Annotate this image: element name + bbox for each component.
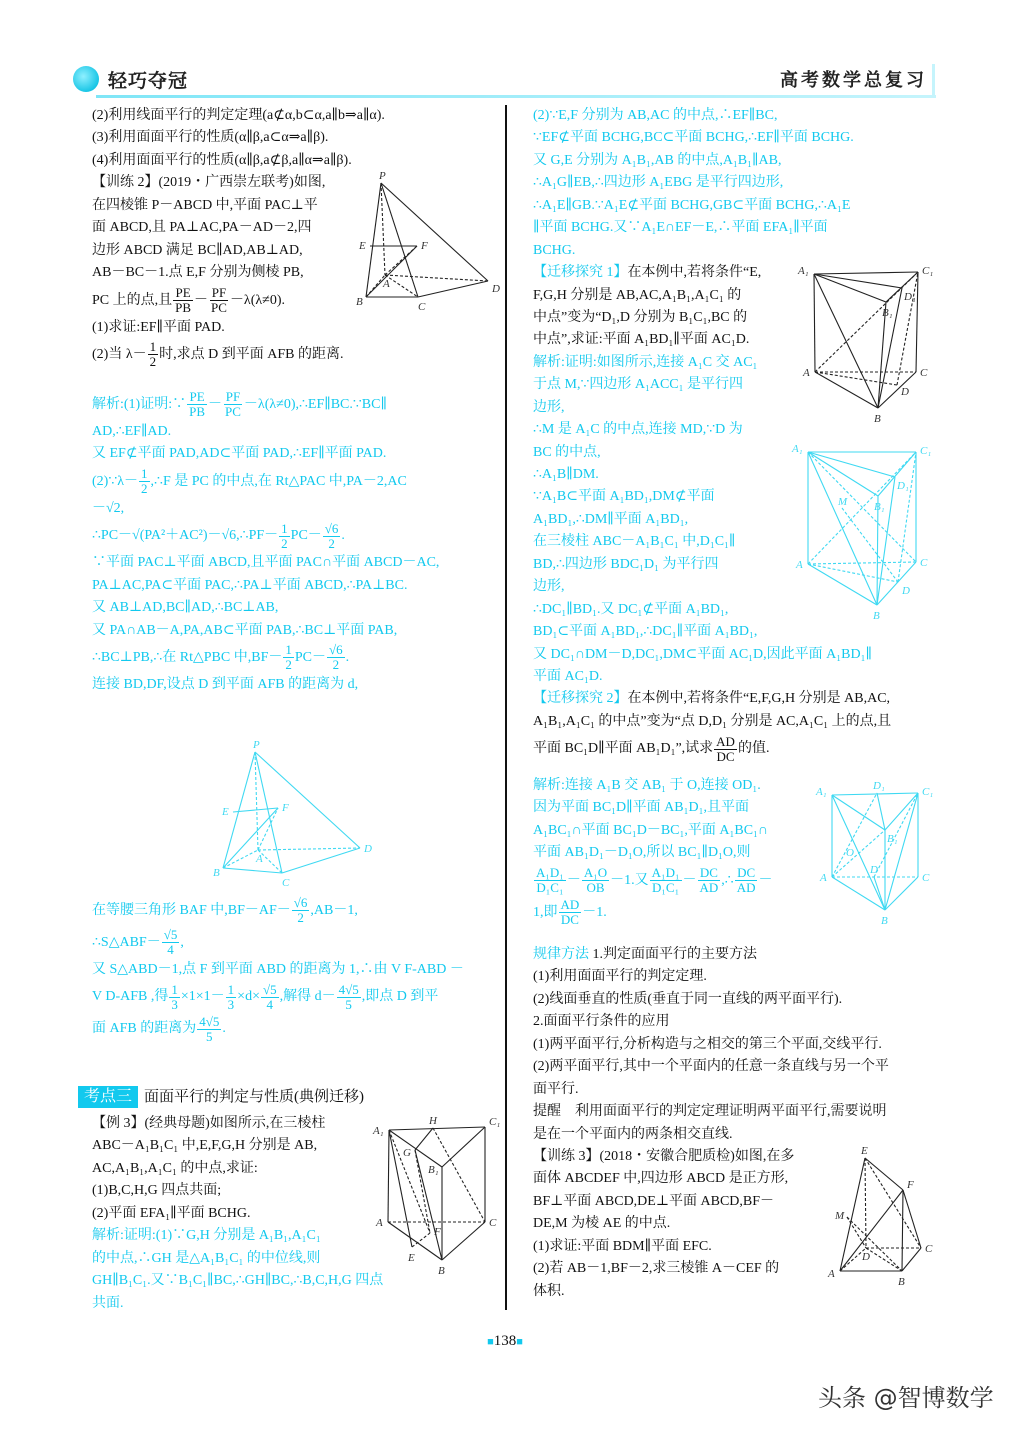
text-run: . — [222, 1021, 226, 1037]
hidden-edge — [381, 183, 385, 275]
text-run: －λ(λ≠0),∴EF∥BC.∵BC∥ — [243, 397, 387, 412]
figure-fig5 — [791, 443, 931, 622]
edge — [877, 793, 885, 830]
point-label: D₁ — [904, 291, 916, 303]
numerator: 1 — [227, 981, 235, 997]
denominator: AD — [699, 880, 719, 896]
text-run: A₁BD₁,∴DM∥平面 A₁BD₁, — [533, 511, 689, 527]
point-label: P — [253, 739, 260, 751]
edge — [388, 1130, 389, 1222]
point-label: A — [376, 1217, 383, 1229]
edge — [814, 274, 815, 372]
text-run: 时,求点 D 到平面 AFB 的距离. — [159, 346, 344, 362]
text-run: 在本例中,若将条件“E,F,G,H 分别是 AB,AC, — [627, 691, 891, 707]
hidden-edge — [808, 562, 916, 564]
denominator: PB — [189, 404, 206, 420]
edge — [442, 1222, 485, 1260]
text-run: V D-AFB ,得 — [92, 989, 169, 1005]
numerator: DC — [699, 865, 718, 881]
edge — [418, 281, 488, 297]
edge — [832, 793, 918, 795]
text-run: BF⊥平面 ABCD,DE⊥平面 ABCD,BF－ — [533, 1193, 775, 1209]
numerator: 4√5 — [199, 1013, 220, 1029]
text-run: 是在一个平面内的两条相交直线. — [533, 1126, 733, 1142]
denominator: 2 — [328, 535, 335, 551]
edge — [808, 564, 877, 605]
numerator: 1 — [285, 642, 292, 658]
hidden-edge — [808, 564, 898, 582]
text-run: ×1×1－ — [180, 989, 225, 1005]
numerator: PE — [189, 389, 205, 405]
text-run: (2)∵E,F 分别为 AB,AC 的中点,∴EF∥BC, — [533, 108, 778, 123]
text-run: (2)平面 EFA₁∥平面 BCHG. — [92, 1205, 251, 1221]
denominator: PB — [175, 299, 192, 315]
edge — [874, 877, 885, 910]
text-run: ∵平面 PAC⊥平面 ABCD,且平面 PAC∩平面 ABCD－AC, — [92, 555, 440, 571]
text-run: (1)求证:平面 BDM∥平面 EFC. — [533, 1238, 712, 1254]
point-label: B₁ — [874, 501, 885, 513]
denominator: 5 — [345, 996, 352, 1012]
figure-fig7 — [827, 1145, 933, 1288]
hidden-edge — [815, 272, 918, 372]
text-run: 面平行. — [533, 1081, 579, 1097]
numerator: √5 — [163, 927, 178, 943]
text-run: , — [180, 935, 184, 950]
text-run: ×d× — [237, 989, 260, 1005]
point-label: B₁ — [882, 307, 893, 319]
page-number — [0, 1333, 1010, 1350]
text-run: ∴A₁B∥DM. — [533, 467, 599, 482]
text-run: 面面平行的判定与性质(典例迁移) — [144, 1089, 365, 1105]
text-run: 【训练 2】(2019・广西崇左联考)如图, — [92, 175, 326, 191]
point-label: A — [803, 367, 810, 379]
text-run: ∵A₁B⊂平面 A₁BD₁,DM⊄平面 — [533, 489, 715, 505]
text-run: 又 PA∩AB－A,PA,AB⊂平面 PAB,∴BC⊥平面 PAB, — [92, 622, 398, 638]
denominator: AD — [736, 880, 756, 896]
point-label: B₁ — [428, 1164, 439, 1176]
point-label: C — [418, 301, 426, 313]
denominator: 4 — [167, 942, 174, 958]
text-run: ,解得 d－ — [279, 989, 336, 1005]
numerator: A₁D₁ — [651, 865, 680, 881]
point-label: A₁ — [792, 443, 803, 455]
edge — [877, 562, 916, 605]
brand-name: 轻巧夺冠 — [108, 70, 189, 92]
text-run: 共面. — [92, 1295, 124, 1311]
point-label: E — [359, 240, 366, 252]
edge — [878, 288, 902, 408]
text-run: 面体 ABCDEF 中,四边形 ABCD 是正方形, — [533, 1171, 789, 1187]
denominator: D₁C₁ — [536, 880, 564, 896]
text-run: 【例 3】(经典母题)如图所示,在三棱柱 — [92, 1116, 326, 1131]
numerator: 4√5 — [338, 981, 359, 997]
point-label: A — [828, 1268, 835, 1280]
edge — [902, 1190, 903, 1271]
text-run: PC 上的点,且 — [92, 292, 173, 308]
text-run: 平面 AB₁D₁－D₁O,所以 BC₁∥D₁O,则 — [533, 845, 751, 861]
text-run: 的值. — [737, 741, 770, 757]
edge — [366, 183, 381, 297]
point-label: C₁ — [920, 445, 932, 457]
point-label: C — [282, 877, 290, 889]
denominator: 3 — [171, 996, 178, 1012]
hidden-edge — [385, 275, 488, 281]
text-run: 1.判定面面平行的主要方法 — [589, 947, 757, 962]
text-run: 的中点,∴GH 是△A₁B₁C₁ 的中位线,则 — [92, 1250, 321, 1266]
text-run: A₁B₁,A₁C₁ 的中点”变为“点 D,D₁ 分别是 AC,A₁C₁ 上的点,且 — [533, 713, 892, 729]
text-run: ∴A₁E∥GB.∵A₁E⊄平面 BCHG,GB⊂平面 BCHG,∴A₁E — [533, 197, 851, 213]
numerator: √6 — [324, 520, 339, 536]
point-label: A — [256, 853, 263, 865]
text-run: (1)B,C,H,G 四点共面; — [92, 1183, 222, 1199]
text-run: 提醒 利用面面平行的判定定理证明两平面平行,需要说明 — [533, 1104, 887, 1120]
point-label: M — [838, 496, 848, 508]
book-title: 高考数学总复习 — [780, 70, 927, 91]
text-run: (2)若 AB－1,BF－2,求三棱锥 A－CEF 的 — [533, 1261, 780, 1277]
edge — [415, 1128, 433, 1150]
text-run: － — [682, 872, 697, 888]
hidden-edge — [385, 275, 418, 297]
numerator: A₁O — [583, 865, 608, 881]
text-run: BC 的中点, — [533, 444, 601, 460]
text-run: 1,即 — [533, 904, 558, 920]
figure-fig6 — [815, 780, 933, 927]
point-label: D — [870, 864, 878, 876]
text-run: 解析:证明:(1)∵G,H 分别是 A₁B₁,A₁C₁ — [92, 1228, 321, 1244]
denominator: OB — [586, 880, 605, 896]
text-run: 在等腰三角形 BAF 中,BF－AF－ — [92, 903, 291, 918]
edge — [389, 1127, 485, 1130]
text-run: (2)当 λ－ — [92, 346, 147, 362]
numerator: PF — [211, 284, 227, 300]
text-run: (1)两平面平行,分析构造与之相交的第三个平面,交线平行. — [533, 1036, 882, 1052]
text-run: 平面 BC₁D∥平面 AB₁D₁”,试求 — [533, 741, 714, 757]
edge — [814, 274, 878, 408]
point-label: O — [846, 847, 854, 859]
watermark: 头条 @智博数学 — [818, 1384, 994, 1412]
point-label: A — [796, 559, 803, 571]
text-run: 又 AB⊥AD,BC∥AD,∴BC⊥AB, — [92, 600, 279, 616]
point-label: D — [492, 283, 500, 295]
point-label: F — [282, 802, 289, 814]
text-run: PC－ — [294, 650, 326, 666]
point-label: A₁ — [816, 786, 827, 798]
point-label: B₁ — [887, 833, 898, 845]
text-run: 边形, — [533, 579, 565, 595]
square-icon: ■ — [487, 1336, 494, 1348]
text-run: BCHG. — [533, 242, 576, 258]
numerator: A₁D₁ — [536, 865, 564, 881]
point-label: C₁ — [489, 1116, 501, 1128]
text-run: ,∴ — [721, 872, 734, 888]
numerator: 1 — [171, 981, 178, 997]
text-run: ∴BC⊥PB,∴在 Rt△PBC 中,BF－ — [92, 650, 283, 666]
edge — [916, 272, 918, 372]
text-run: . — [341, 528, 345, 544]
text-run: 因为平面 BC₁D∥平面 AB₁D₁,且平面 — [533, 800, 749, 816]
text-run: (4)利用面面平行的性质(α∥β,a⊄β,a∥α⇒a∥β). — [92, 152, 352, 168]
point-label: F — [421, 240, 428, 252]
denominator: PC — [211, 299, 227, 315]
text-run: 体积. — [533, 1283, 565, 1299]
point-label: A₁ — [373, 1125, 384, 1137]
point-label: C₁ — [922, 265, 934, 277]
text-run: 在四棱锥 P－ABCD 中,平面 PAC⊥平 — [92, 197, 318, 213]
text-run: 又 EF⊄平面 PAD,AD⊂平面 PAD,∴EF∥平面 PAD. — [92, 446, 387, 462]
figure-fig2 — [213, 739, 372, 889]
text-run: 平面 AC₁D. — [533, 668, 603, 684]
text-run: ∵EF⊄平面 BCHG,BC⊂平面 BCHG,∴EF∥平面 BCHG. — [533, 130, 854, 146]
highlight-label: 【迁移探究 2】 — [533, 691, 628, 707]
point-label: C — [925, 1243, 933, 1255]
edge — [814, 274, 902, 288]
denominator: DC — [560, 912, 579, 928]
text-run: －λ(λ≠0). — [229, 292, 286, 308]
point-label: C₁ — [922, 786, 934, 798]
denominator: 2 — [332, 657, 340, 673]
point-label: F — [434, 1226, 441, 1238]
numerator: DC — [737, 865, 756, 881]
edge — [223, 868, 282, 873]
text-run: BD₁⊂平面 A₁BD₁,∴DC₁∥平面 A₁BD₁, — [533, 624, 758, 640]
denominator: 4 — [266, 996, 274, 1012]
point-label: C — [922, 872, 930, 884]
numerator: AD — [560, 897, 580, 913]
text-run: 边形, — [533, 399, 565, 415]
text-run: (2)线面垂直的性质(垂直于同一直线的两平面平行). — [533, 991, 843, 1007]
text-run: 解析:连接 A₁B 交 AB₁ 于 O,连接 OD₁. — [533, 778, 761, 793]
numerator: √5 — [262, 981, 277, 997]
point-label: E — [408, 1252, 415, 1264]
edge — [255, 752, 360, 848]
text-run: DE,M 为棱 AE 的中点. — [533, 1216, 671, 1232]
denominator: 5 — [206, 1028, 213, 1044]
text-run: 又 G,E 分别为 A₁B₁,AB 的中点,A₁B₁∥AB, — [533, 152, 782, 168]
text-run: －1. — [582, 904, 607, 920]
hidden-edge — [808, 452, 916, 564]
text-run: GH∥B₁C₁.又∵B₁C₁∥BC,∴GH∥BC,∴B,C,H,G 四点 — [92, 1273, 384, 1289]
numerator: √6 — [293, 895, 308, 911]
text-run: ∥平面 BCHG.又∵A₁E∩EF－E,∴平面 EFA₁∥平面 — [533, 220, 828, 236]
text-run: 【训练 3】(2018・安徽合肥质检)如图,在多 — [533, 1148, 795, 1164]
denominator: 2 — [149, 354, 157, 370]
text-run: 解析:(1)证明:∵ — [92, 397, 187, 412]
highlight-label: 【迁移探究 1】 — [533, 265, 628, 281]
point-label: D₁ — [873, 780, 885, 792]
text-run: 连接 BD,DF,设点 D 到平面 AFB 的距离为 d, — [92, 677, 359, 693]
text-run: 面 ABCD,且 PA⊥AC,PA－AD－2,四 — [92, 220, 312, 236]
denominator: 2 — [285, 657, 292, 673]
text-run: 中点”,求证:平面 A₁BD₁∥平面 AC₁D. — [533, 332, 750, 348]
text-run: － — [566, 872, 581, 888]
point-label: B — [438, 1265, 445, 1277]
text-run: (2)利用线面平行的判定定理(a⊄α,b⊂α,a∥b⇒a∥α). — [92, 108, 385, 123]
edge — [808, 452, 895, 477]
edge — [877, 477, 895, 605]
text-run: (2)∵λ－ — [92, 473, 139, 489]
text-run: ,AB－1, — [310, 903, 358, 918]
figure-fig3 — [372, 1115, 500, 1277]
point-label: D₁ — [897, 480, 909, 492]
text-run: F,G,H 分别是 AB,AC,A₁B₁,A₁C₁ 的 — [533, 287, 742, 303]
point-label: M — [835, 1210, 845, 1222]
text-run: ,∴F 是 PC 的中点,在 Rt△PAC 中,PA－2,AC — [150, 473, 407, 489]
point-label: D — [902, 585, 910, 597]
text-run: (1)利用面面平行的判定定理. — [533, 969, 707, 985]
text-run: －1.又 — [610, 872, 649, 888]
point-label: B — [213, 867, 220, 879]
point-label: D — [862, 1251, 870, 1263]
edge — [282, 848, 360, 873]
numerator: PF — [225, 389, 241, 405]
text-run: ∴A₁G∥EB,∴四边形 A₁EBG 是平行四边形, — [533, 175, 784, 191]
numerator: 1 — [149, 339, 157, 355]
denominator: D₁C₁ — [652, 880, 680, 896]
text-run: ∴S△ABF－ — [92, 935, 161, 950]
text-run: － — [194, 292, 209, 308]
text-run: 又 S△ABD－1,点 F 到平面 ABD 的距离为 1,∴由 V F-ABD － — [92, 962, 464, 977]
numerator: AD — [716, 733, 735, 749]
text-run: －√2, — [92, 500, 125, 516]
highlight-label: 规律方法 — [533, 947, 589, 962]
text-run: － — [758, 872, 773, 888]
figure-fig1 — [356, 170, 500, 313]
edge — [814, 272, 918, 274]
text-run: － — [208, 397, 223, 412]
denominator: 3 — [227, 996, 235, 1012]
point-label: B — [873, 610, 880, 622]
point-label: B — [898, 1276, 905, 1288]
text-run: 于点 M,∵四边形 A₁ACC₁ 是平行四 — [533, 377, 744, 393]
hidden-edge — [433, 1128, 485, 1222]
edge — [808, 452, 877, 605]
edge — [903, 1190, 921, 1248]
text-run: PA⊥AC,PA⊂平面 PAC,∴PA⊥平面 ABCD,∴PA⊥BC. — [92, 577, 408, 593]
point-label: D — [364, 843, 372, 855]
edge — [902, 1248, 921, 1271]
figure-fig4 — [797, 265, 933, 425]
point-label: D — [901, 386, 909, 398]
numerator: 1 — [281, 520, 288, 536]
text-run: ,即点 D 到平 — [361, 989, 439, 1005]
text-run: (2)两平面平行,其中一个平面内的任意一条直线与另一个平 — [533, 1059, 889, 1075]
text-run: ∴DC₁∥BD₁.又 DC₁⊄平面 A₁BD₁, — [533, 601, 729, 617]
point-label: A₁ — [798, 265, 809, 277]
point-label: E — [222, 806, 229, 818]
text-run: ∴PC－√(PA²＋AC²)－√6,∴PF－ — [92, 528, 279, 544]
point-label: F — [907, 1179, 914, 1191]
text-run: AD,∴EF∥AD. — [92, 424, 172, 439]
point-label: C — [489, 1217, 497, 1229]
square-icon: ■ — [516, 1336, 523, 1348]
text-run: 在三棱柱 ABC－A₁B₁C₁ 中,D₁C₁∥ — [533, 534, 736, 550]
text-run: AC,A₁B₁,A₁C₁ 的中点,求证: — [92, 1160, 258, 1176]
text-run: . — [345, 650, 350, 666]
text-run: 又 DC₁∩DM－D,DC₁,DM⊂平面 AC₁D,因此平面 A₁BD₁∥ — [533, 646, 872, 662]
point-label: A — [383, 278, 390, 290]
text-run: BD,∴四边形 BDC₁D₁ 为平行四 — [533, 556, 719, 572]
hidden-edge — [847, 1217, 902, 1271]
text-run: AB－BC－1.点 E,F 分别为侧棱 PB, — [92, 265, 304, 281]
edge — [865, 1158, 903, 1190]
text-run: (1)求证:EF∥平面 PAD. — [92, 319, 225, 335]
hidden-edge — [415, 1150, 430, 1233]
point-label: H — [429, 1115, 437, 1127]
text-run: 边形 ABCD 满足 BC∥AD,AB⊥AD, — [92, 242, 303, 258]
text-run: (3)利用面面平行的性质(α∥β,a⊂α⇒a∥β). — [92, 130, 329, 146]
point-label: A — [820, 872, 827, 884]
hidden-edge — [865, 1158, 921, 1248]
text-run: 解析:证明:如图所示,连接 A₁C 交 AC₁ — [533, 354, 758, 370]
hidden-edge — [258, 848, 360, 850]
denominator: 2 — [281, 535, 288, 551]
numerator: 1 — [141, 466, 148, 482]
page-number-text: 138 — [493, 1333, 517, 1349]
text-run: 中点”变为“D₁,D 分别为 B₁C₁,BC 的 — [533, 309, 748, 325]
point-label: B — [881, 915, 888, 927]
edge — [442, 1127, 485, 1167]
point-label: P — [379, 170, 386, 182]
text-run: PC－ — [290, 528, 322, 544]
edge — [885, 793, 918, 910]
text-run: ∴M 是 A₁C 的中点,连接 MD,∵D 为 — [533, 422, 743, 438]
denominator: PC — [225, 404, 241, 420]
section-badge: 考点三 — [78, 1086, 138, 1108]
denominator: 2 — [297, 910, 304, 926]
point-label: E — [861, 1145, 868, 1157]
numerator: √6 — [329, 642, 343, 658]
denominator: DC — [716, 748, 735, 764]
text-run: 在本例中,若将条件“E, — [627, 265, 762, 281]
denominator: 2 — [141, 481, 148, 497]
point-label: C — [920, 557, 928, 569]
hidden-edge — [223, 850, 258, 868]
text-run: ABC－A₁B₁C₁ 中,E,F,G,H 分别是 AB, — [92, 1138, 318, 1154]
point-label: B — [874, 413, 881, 425]
text-run: 2.面面平行条件的应用 — [533, 1014, 670, 1030]
point-label: C — [920, 367, 928, 379]
hidden-edge — [385, 246, 417, 275]
point-label: B — [356, 296, 363, 308]
numerator: PE — [175, 284, 191, 300]
point-label: G — [403, 1147, 411, 1159]
text-run: A₁BC₁∩平面 BC₁D－BC₁,平面 A₁BC₁∩ — [533, 822, 769, 838]
hidden-edge — [389, 1130, 430, 1233]
hidden-edge — [255, 752, 258, 850]
hidden-edge — [866, 1248, 902, 1271]
text-run: 面 AFB 的距离为 — [92, 1021, 197, 1037]
